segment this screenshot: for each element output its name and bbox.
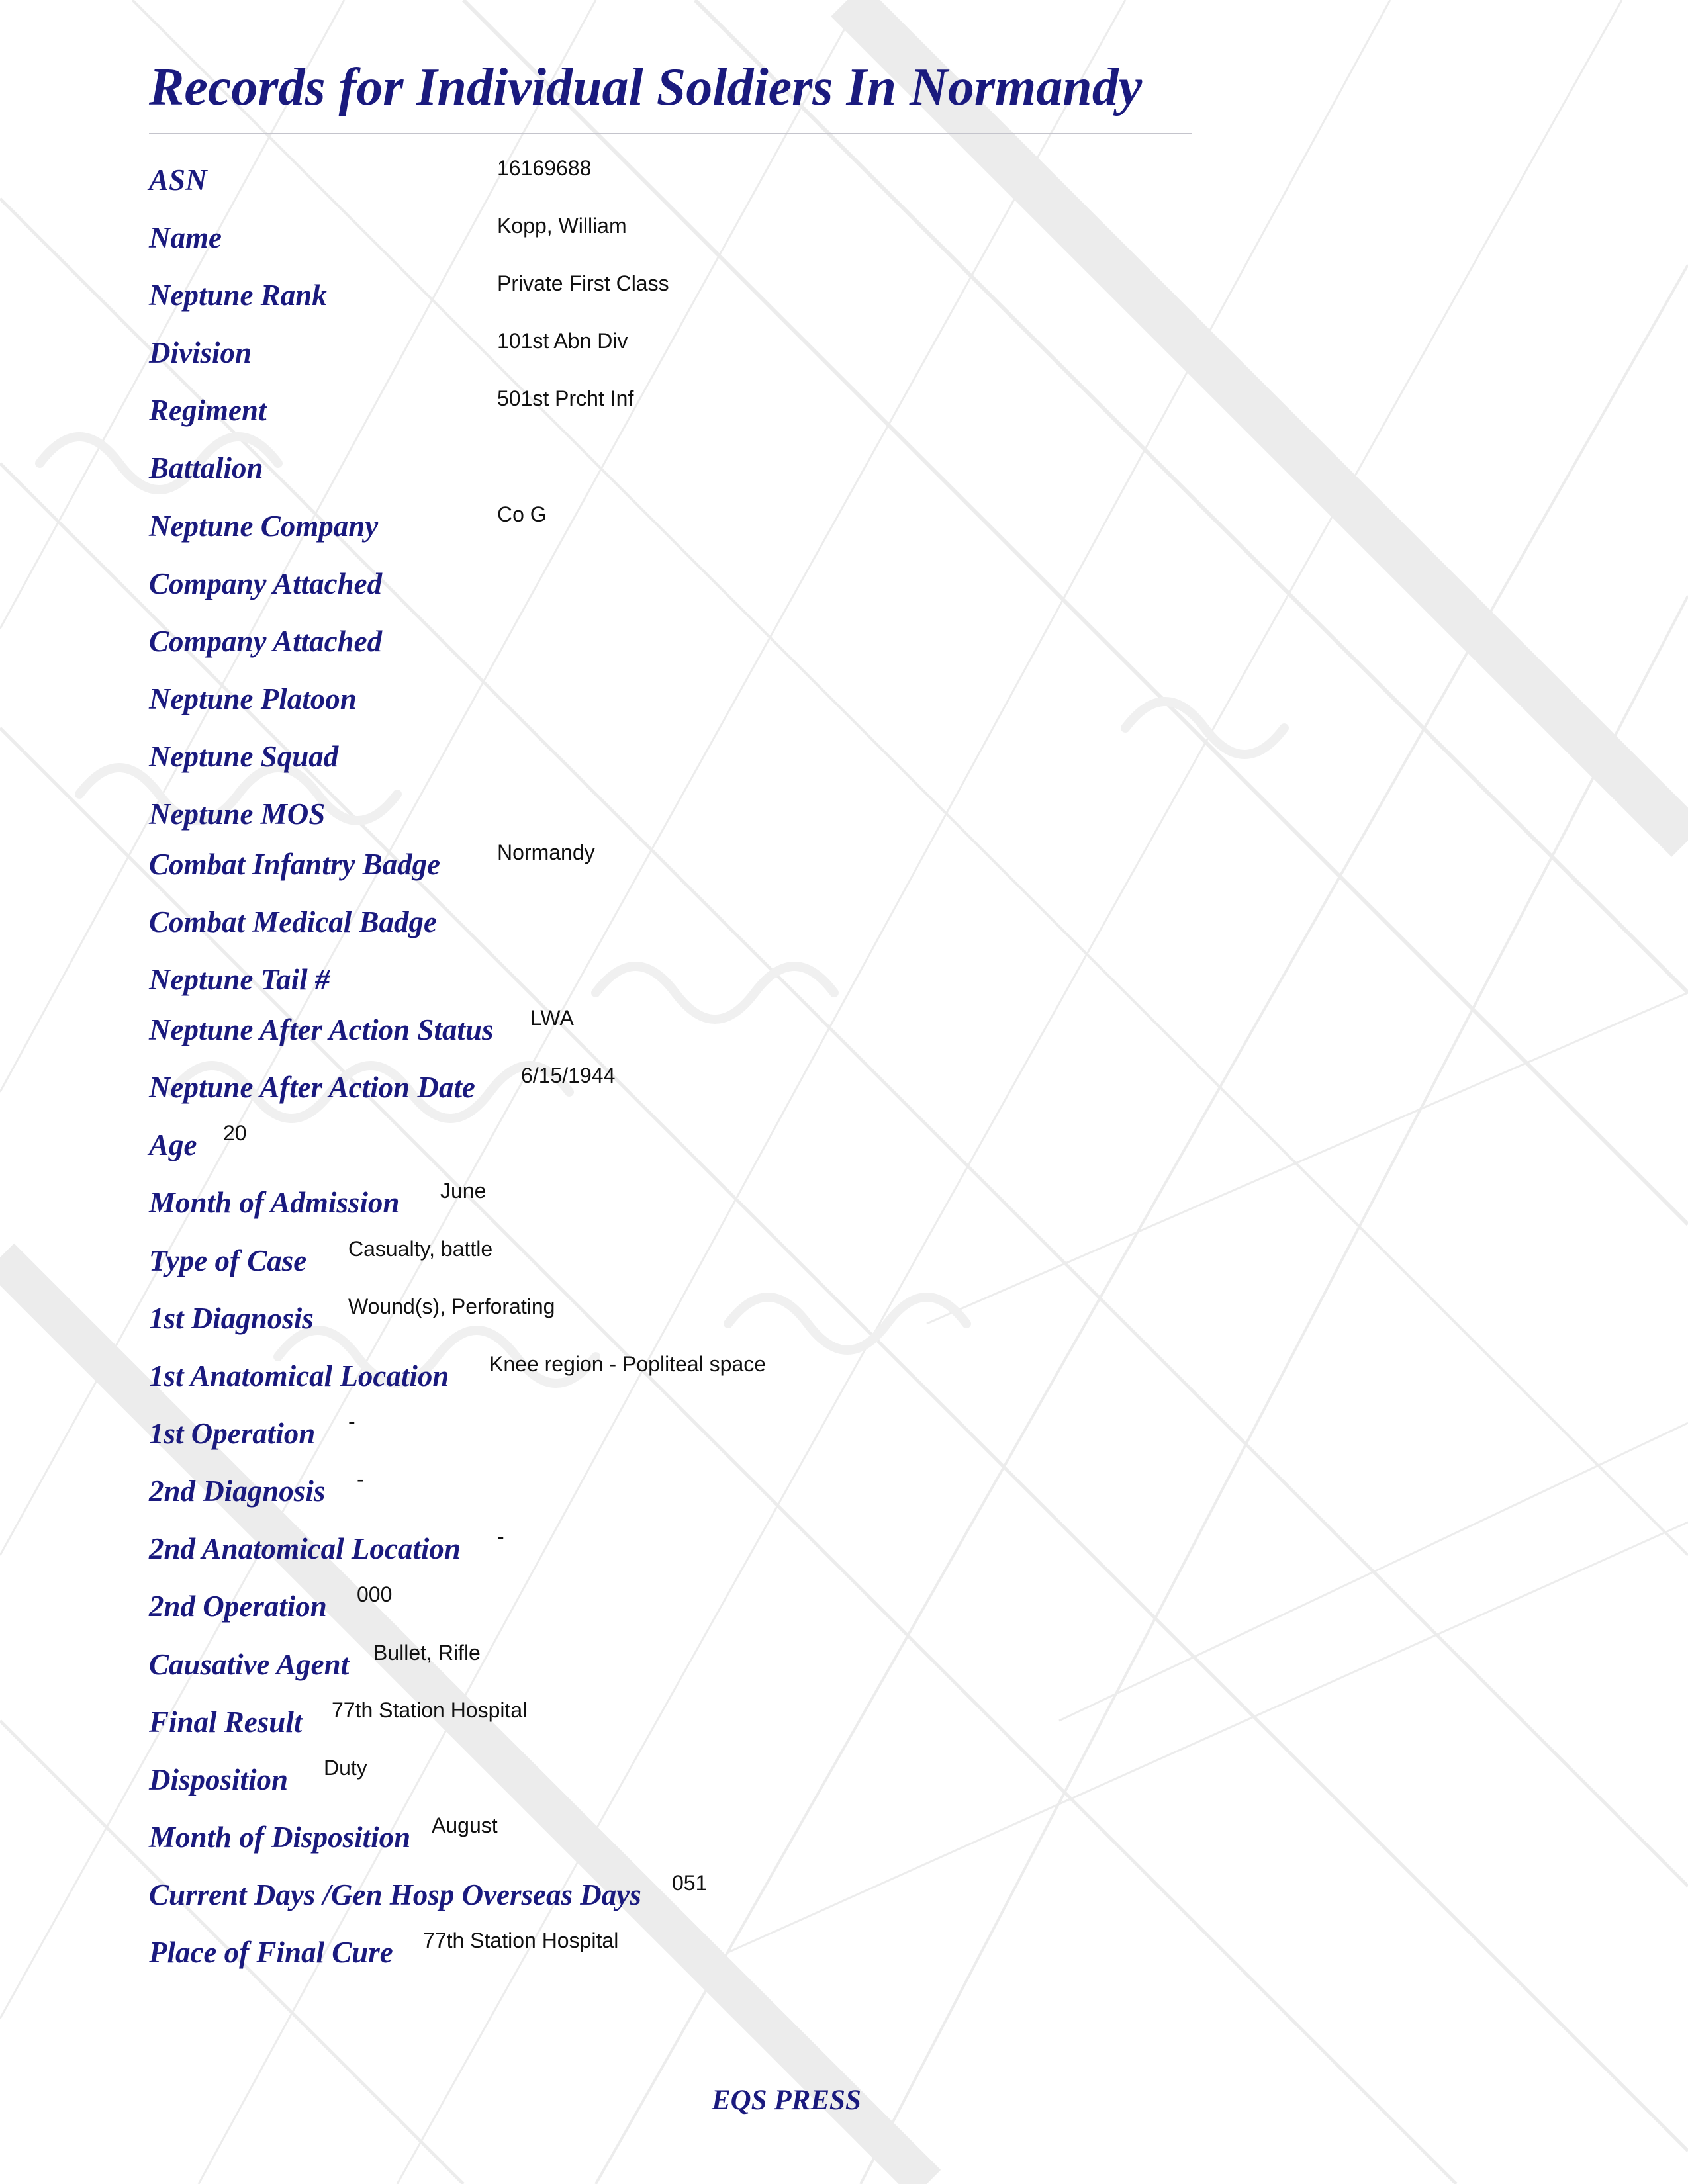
field-value: 16169688 xyxy=(497,156,592,180)
field-label: Current Days /Gen Hosp Overseas Days xyxy=(149,1878,641,1911)
field-label: 1st Operation xyxy=(149,1417,316,1450)
field-value: - xyxy=(497,1525,504,1549)
field-label: Neptune After Action Date xyxy=(149,1071,475,1104)
field-label: 2nd Diagnosis xyxy=(149,1475,326,1508)
field-label: Neptune Tail # xyxy=(149,963,330,996)
field-value: 6/15/1944 xyxy=(521,1064,616,1087)
field-value: Bullet, Rifle xyxy=(373,1641,481,1664)
field-label: Neptune Squad xyxy=(149,740,339,773)
title-divider xyxy=(149,133,1192,134)
field-value: Casualty, battle xyxy=(348,1237,493,1261)
field-label: 2nd Operation xyxy=(149,1590,327,1623)
field-value: Knee region - Popliteal space xyxy=(489,1352,767,1376)
field-value: - xyxy=(348,1410,355,1433)
field-label: Company Attached xyxy=(149,567,383,600)
field-value: June xyxy=(440,1179,487,1203)
field-label: Neptune After Action Status xyxy=(149,1013,494,1046)
field-label: Neptune MOS xyxy=(149,797,326,831)
field-label: Company Attached xyxy=(149,625,383,658)
field-label: Month of Disposition xyxy=(149,1821,411,1854)
field-value: 77th Station Hospital xyxy=(423,1929,619,1952)
field-label: Neptune Rank xyxy=(149,279,327,312)
field-label: 1st Diagnosis xyxy=(149,1302,314,1335)
field-value: 101st Abn Div xyxy=(497,329,628,353)
page-title: Records for Individual Soldiers In Normandy xyxy=(149,58,1143,116)
field-value: 20 xyxy=(223,1121,247,1145)
field-value: Duty xyxy=(324,1756,367,1780)
publisher-footer: EQS PRESS xyxy=(712,2085,861,2116)
field-label: Type of Case xyxy=(149,1244,307,1277)
field-value: 000 xyxy=(357,1582,393,1606)
field-label: Age xyxy=(149,1128,197,1161)
field-value: 051 xyxy=(672,1871,708,1895)
field-label: Final Result xyxy=(149,1706,303,1739)
field-label: Division xyxy=(149,336,252,369)
field-value: Kopp, William xyxy=(497,214,627,238)
field-label: Causative Agent xyxy=(149,1648,350,1681)
field-value: Normandy xyxy=(497,841,595,864)
field-label: Combat Medical Badge xyxy=(149,905,437,938)
field-label: 1st Anatomical Location xyxy=(149,1359,449,1392)
field-value: 501st Prcht Inf xyxy=(497,387,634,410)
field-value: 77th Station Hospital xyxy=(332,1698,528,1722)
field-label: 2nd Anatomical Location xyxy=(149,1532,461,1565)
field-label: Name xyxy=(149,221,222,254)
field-label: Disposition xyxy=(149,1763,289,1796)
field-label: ASN xyxy=(149,163,207,197)
field-value: - xyxy=(357,1467,364,1491)
field-label: Neptune Company xyxy=(149,510,379,543)
field-value: Private First Class xyxy=(497,271,669,295)
field-value: August xyxy=(432,1813,498,1837)
field-label: Neptune Platoon xyxy=(149,682,357,715)
field-label: Combat Infantry Badge xyxy=(149,848,441,881)
field-label: Place of Final Cure xyxy=(149,1936,393,1969)
field-value: LWA xyxy=(530,1006,574,1030)
field-label: Battalion xyxy=(149,451,263,484)
field-label: Month of Admission xyxy=(149,1186,400,1219)
field-value: Co G xyxy=(497,502,547,526)
field-value: Wound(s), Perforating xyxy=(348,1295,555,1318)
field-label: Regiment xyxy=(149,394,267,427)
